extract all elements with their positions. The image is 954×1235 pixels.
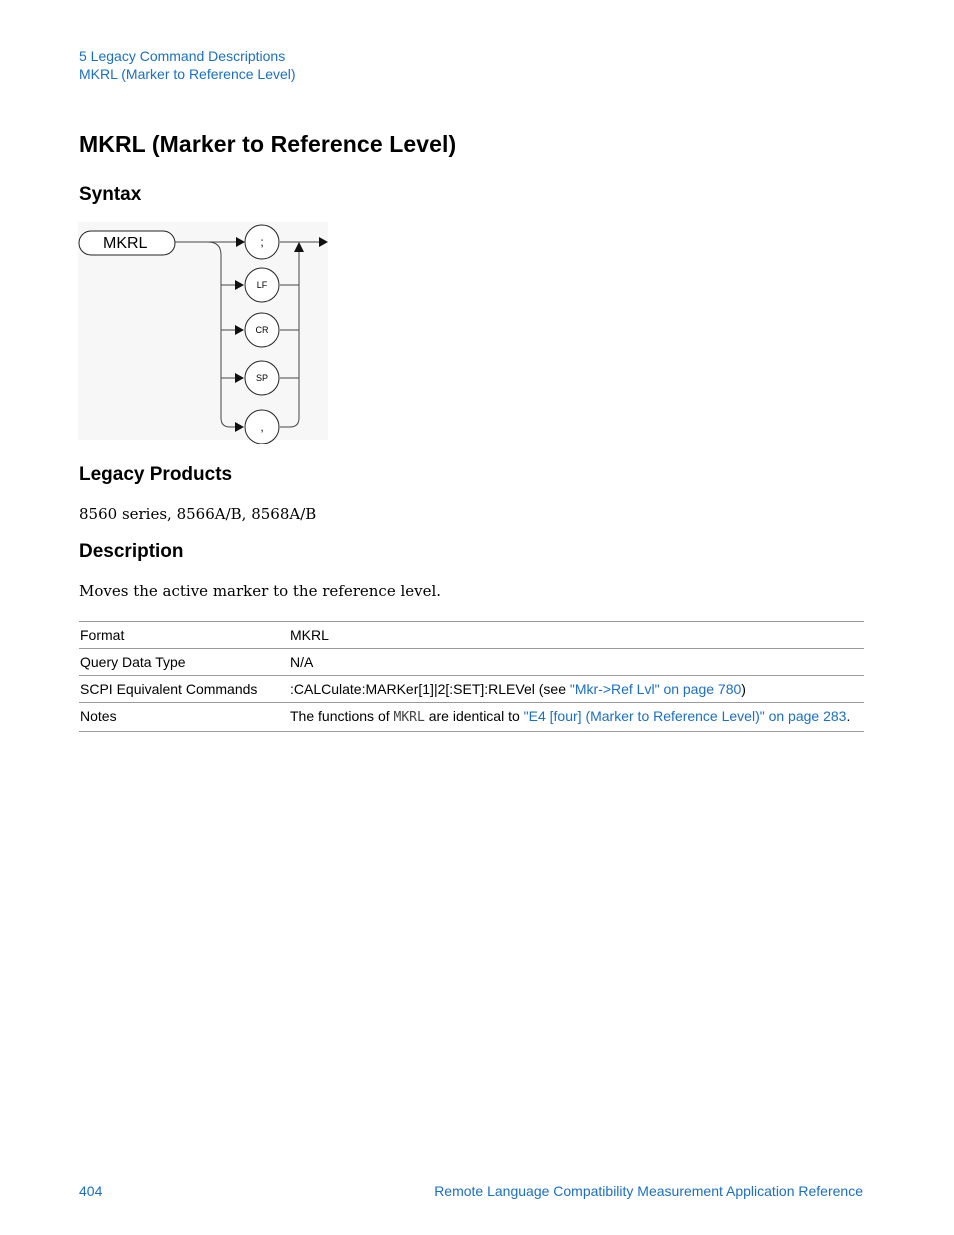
table-row [79, 676, 864, 703]
terminator-comma-label: , [260, 420, 264, 434]
breadcrumb-section[interactable]: MKRL (Marker to Reference Level) [79, 66, 296, 82]
command-label: MKRL [103, 235, 148, 252]
scpi-value [289, 676, 864, 703]
table-row [79, 649, 864, 676]
notes-link[interactable]: "E4 [four] (Marker to Reference Level)" on page 283 [523, 708, 847, 724]
scpi-prefix: :CALCulate:MARKer[1]|2[:SET]:RLEVel (see [290, 681, 570, 697]
notes-value [289, 703, 864, 732]
format-label: Format [79, 622, 289, 649]
description-heading: Description [79, 541, 184, 562]
format-value: MKRL [289, 622, 864, 649]
notes-middle: are identical to [424, 708, 524, 724]
scpi-suffix: ) [741, 681, 746, 697]
command-properties-table [79, 621, 864, 732]
footer-doc-title: Remote Language Compatibility Measurement Application Reference [434, 1183, 863, 1199]
syntax-heading: Syntax [79, 184, 142, 205]
legacy-products-text: 8560 series, 8566A/B, 8568A/B [79, 505, 317, 523]
query-value: N/A [289, 649, 864, 676]
table-row [79, 622, 864, 649]
terminator-lf-label: LF [256, 280, 268, 290]
terminator-sp-label: SP [255, 373, 269, 383]
notes-suffix: . [846, 708, 851, 724]
scpi-label: SCPI Equivalent Commands [79, 676, 289, 703]
query-label: Query Data Type [79, 649, 289, 676]
breadcrumb-chapter[interactable]: 5 Legacy Command Descriptions [79, 48, 286, 64]
syntax-diagram [78, 222, 330, 444]
page-title: MKRL (Marker to Reference Level) [79, 131, 457, 157]
scpi-link[interactable]: "Mkr->Ref Lvl" on page 780 [569, 681, 742, 697]
notes-prefix: The functions of [290, 708, 394, 724]
description-text: Moves the active marker to the reference level. [79, 582, 442, 600]
notes-code: MKRL [393, 710, 425, 725]
notes-label: Notes [79, 703, 289, 732]
page-number: 404 [79, 1183, 103, 1199]
table-row [79, 703, 864, 732]
terminator-semicolon-label: ; [260, 235, 264, 249]
breadcrumb [79, 47, 296, 83]
terminator-cr-label: CR [255, 325, 269, 335]
legacy-products-heading: Legacy Products [79, 464, 233, 485]
